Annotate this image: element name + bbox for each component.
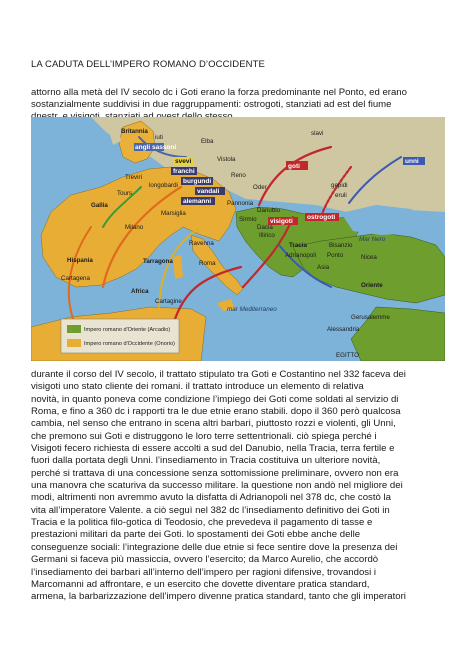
map-label: Treviri bbox=[125, 174, 142, 181]
map-label: Illirico bbox=[259, 232, 275, 239]
text-line: Marcomanni ad affrontare, e un esercito che dovette diventare pratica standard, bbox=[31, 578, 370, 590]
map-label: gepidi bbox=[331, 182, 348, 189]
map-label: Tracia bbox=[289, 242, 307, 249]
map-label: Africa bbox=[131, 288, 149, 295]
map-label: Alessandria bbox=[327, 326, 360, 333]
map-label: slavi bbox=[311, 130, 324, 137]
map-label: Asia bbox=[317, 264, 330, 271]
map-label: Danubio bbox=[257, 207, 281, 214]
text-line: Roma, e fino a 360 dc i rapporti tra le due etnie erano stabili. dopo il 360 però qualcosa bbox=[31, 406, 401, 418]
map-label: EGITTO bbox=[336, 352, 359, 359]
map-label: mar Mediterraneo bbox=[227, 306, 277, 313]
text-line: vita all’imperatore Valente. a ciò seguì nel 382 dc l’insediamento definitivo dei Goti in bbox=[31, 504, 390, 516]
legend-swatch-east bbox=[67, 325, 81, 333]
text-line: Visigoti fecero richiesta di essere accolti a sud del Danubio, nella Tracia, terra fertile e bbox=[31, 443, 395, 455]
text-line: conseguenze sociali: l’integrazione delle due etnie si fece sentire dove la presenza dei bbox=[31, 541, 398, 553]
map-label: iuti bbox=[155, 134, 163, 141]
map-label-angli: angli sassoni bbox=[135, 144, 177, 151]
text-line: armena, la barbarizzazione dell’impero divenne pratica standard, tanto che gli imperatori bbox=[31, 591, 406, 603]
text-line: Germani si faceva più massiccia, ovvero l’esercito; da Marco Aurelio, che accordò bbox=[31, 554, 379, 566]
map-legend bbox=[61, 319, 179, 353]
map-label: Gallia bbox=[91, 202, 108, 209]
map-label: Ponto bbox=[327, 252, 344, 259]
map-tag-visigoti: visigoti bbox=[270, 218, 293, 225]
map-label: Mar Nero bbox=[359, 236, 386, 243]
map-label: Nicea bbox=[361, 254, 377, 261]
text-line: una manovra che scaturiva da successo militare. la questione non andò nel migliore dei bbox=[31, 480, 403, 492]
text-line: durante il corso del IV secolo, il trattato stipulato tra Goti e Costantino nel 332 faceva dei bbox=[31, 369, 406, 380]
map-label: Adrianopoli bbox=[285, 252, 316, 259]
map-label: Cartagine bbox=[155, 298, 182, 305]
map-label: Ravenna bbox=[189, 240, 214, 247]
text-line: sostanzialmente suddivisi in due raggruppamenti: ostrogoti, stanziati ad est del fiume bbox=[31, 99, 392, 111]
map-tag-franchi: franchi bbox=[173, 168, 195, 175]
legend-label-east: Impero romano d'Oriente (Arcadio) bbox=[84, 327, 171, 333]
map-label: Tours bbox=[117, 190, 133, 197]
map-graphic bbox=[31, 117, 445, 361]
text-line: prestazioni militari da parte dei Goti. lo spostamenti dei Goti ebbe anche delle bbox=[31, 529, 361, 541]
text-line: perché si trattava di una concessione senza sottomissione preliminare, ovvero non era bbox=[31, 467, 399, 479]
text-line: visigoti uno stato cliente dei romani. il trattato introduce un elemento di relativa bbox=[31, 381, 364, 393]
map-tag-unni: unni bbox=[405, 158, 419, 165]
map-tag-ostrogoti: ostrogoti bbox=[307, 214, 336, 221]
map-label: Elba bbox=[201, 138, 214, 145]
map-label: Reno bbox=[231, 172, 246, 179]
map-label: Sirmio bbox=[239, 216, 257, 223]
text-line: che premono sui Goti e distruggono le loro terre settentrionali. ciò spiega perché i bbox=[31, 430, 377, 442]
map-tag-vandali: vandali bbox=[197, 188, 220, 195]
text-line: fuori dalla portata degli Unni. l’insediamento in Tracia costituiva un ulteriore novità, bbox=[31, 455, 381, 467]
map-tag-alemanni: alemanni bbox=[183, 198, 212, 205]
map-label: Vistola bbox=[217, 156, 236, 163]
text-line: modi, altrimenti non avremmo avuto la disfatta di Adrianopoli nel 378 dc, che costò la bbox=[31, 492, 391, 504]
legend-swatch-west bbox=[67, 339, 81, 347]
map-label: eruli bbox=[335, 192, 347, 199]
page-title: LA CADUTA DELL’IMPERO ROMANO D’OCCIDENTE bbox=[31, 59, 265, 70]
map-label: Bisanzio bbox=[329, 242, 353, 249]
map-label: Pannonia bbox=[227, 200, 254, 207]
map-tag-goti: goti bbox=[288, 163, 300, 170]
map-label: Britannia bbox=[121, 128, 148, 135]
map-label: Gerusalemme bbox=[351, 314, 390, 321]
map-tag-svevi: svevi bbox=[175, 158, 192, 165]
body-paragraph bbox=[31, 369, 456, 604]
map-label: Hispania bbox=[67, 257, 93, 264]
map-label: longobardi bbox=[149, 182, 178, 189]
historical-map-image bbox=[31, 117, 445, 361]
text-line: cambia, nel senso che entrano in scena altri barbari, piuttosto rozzi e violenti, gli Unni, bbox=[31, 418, 396, 430]
map-label: Oriente bbox=[361, 282, 383, 289]
map-label: Oder bbox=[253, 184, 267, 191]
map-label: Tarragona bbox=[143, 258, 173, 265]
map-label: Marsiglia bbox=[161, 210, 186, 217]
map-tag-burgundi: burgundi bbox=[183, 178, 212, 185]
text-line: l’insediamento dei barbari all’interno dell’impero per ragioni difensive, trovandosi i bbox=[31, 566, 377, 578]
text-line: attorno alla metà del IV secolo dc i Goti erano la forza predominante nel Ponto, ed erano bbox=[31, 87, 407, 98]
legend-label-west: Impero romano d'Occidente (Onorio) bbox=[84, 341, 175, 347]
map-label: Roma bbox=[199, 260, 216, 267]
text-line: novità, in quanto poneva come condizione l’impiego dei Goti come soldati al servizio di bbox=[31, 393, 399, 405]
map-label: Dacia bbox=[257, 224, 273, 231]
map-label: Milano bbox=[125, 224, 144, 231]
text-line: Tracia e la politica filo-gotica di Teodosio, che prevedeva il pagamento di tasse e bbox=[31, 517, 373, 529]
map-label: Cartagena bbox=[61, 275, 90, 282]
